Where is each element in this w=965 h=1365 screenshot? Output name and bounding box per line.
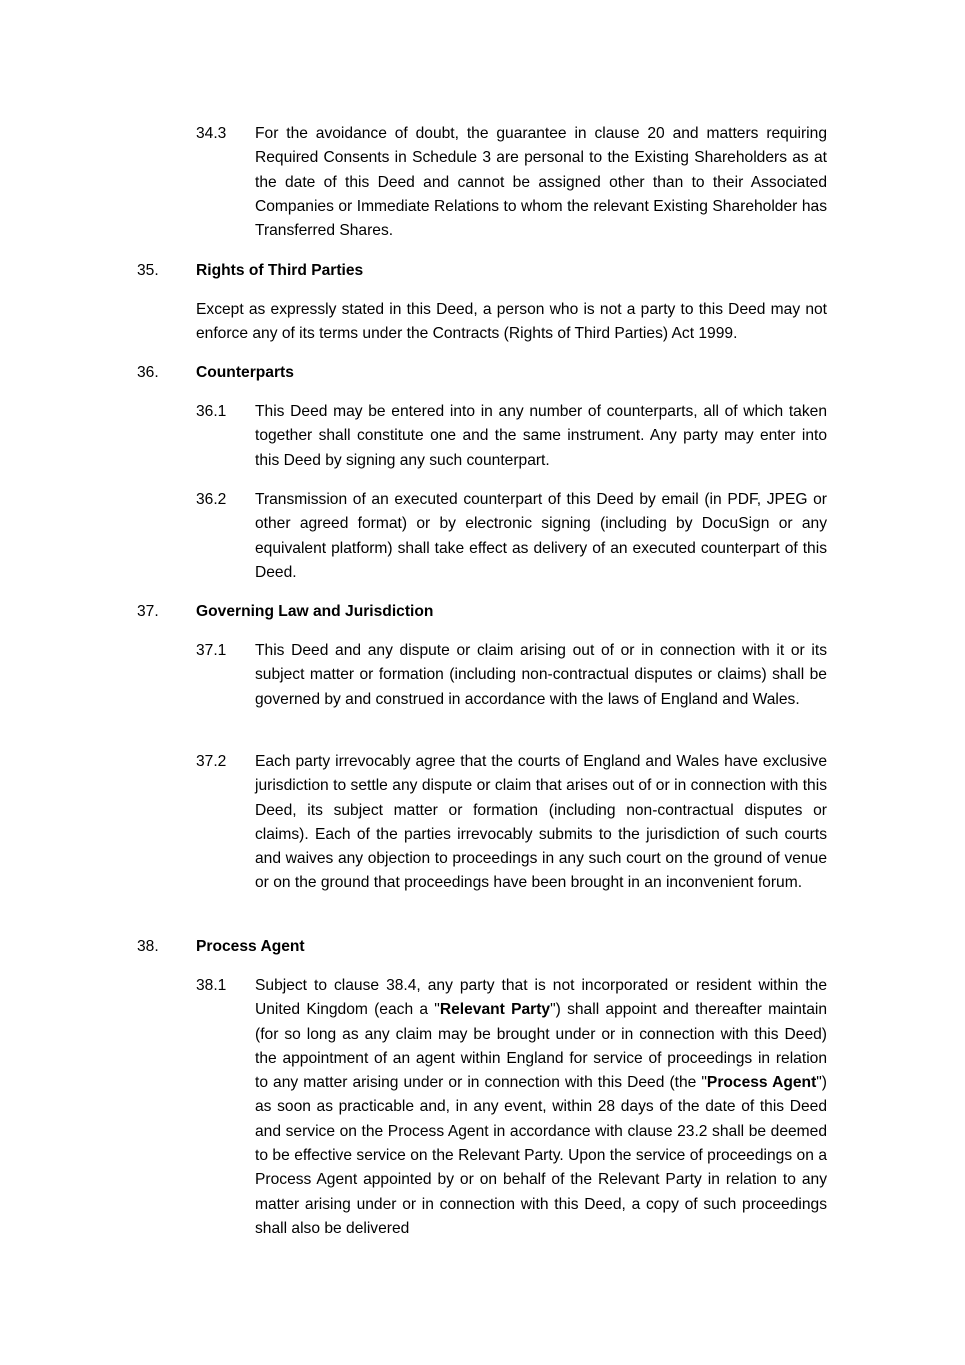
clause-36-number: 36. [137,364,159,381]
clause-35-text: Except as expressly stated in this Deed, a person who is not a party to this Deed may not enforce any of its terms under the Contracts (Rights of Third Parties) Act 1999. [196,301,827,343]
clause-37-2-number: 37.2 [196,753,227,770]
clause-38-number: 38. [137,938,159,955]
clause-35-number: 35. [137,262,159,279]
defined-term-relevant-party: Relevant Party [439,1001,551,1019]
clause-38-1-text-part-a: Subject to clause 38.4, any party that is not incorporated or resident within the United Kingdom (each a " [255,977,827,1019]
clause-36-1-text: This Deed may be entered into in any number of counterparts, all of which taken together shall constitute one and the same instrument. Any party may enter into this Deed by signing any such counterpart. [255,403,827,469]
clause-38-1-number: 38.1 [196,977,227,994]
clause-35-heading: Rights of Third Parties [196,262,364,279]
defined-term-process-agent: Process Agent [706,1074,817,1092]
clause-37-1-text: This Deed and any dispute or claim arising out of or in connection with it or its subject matter or formation (including non-contractual disputes or claims) shall be governed by and construed in accordance with the laws of England and Wales. [255,642,827,708]
clause-36-1-number: 36.1 [196,403,227,420]
clause-38-1-text [255,974,827,1241]
clause-34-3-number: 34.3 [196,125,227,142]
clause-37-number: 37. [137,603,159,620]
clause-38-1-text-part-b: ") shall appoint and thereafter maintain (for so long as any claim may be brought under or in connection with this Deed) the appointment of an agent within England for service of proceedings in relation to any matter arising under or in connection with this Deed (the " [255,1001,828,1092]
clause-37-heading: Governing Law and Jurisdiction [196,603,434,620]
clause-34-3-text: For the avoidance of doubt, the guarantee in clause 20 and matters requiring Required Consents in Schedule 3 are personal to the Existing Shareholders as at the date of this Deed and cannot be assigned other than to their Associated Companies or Immediate Relations to whom the relevant Existing Shareholder has Transferred Shares. [255,125,827,240]
clause-36-2-number: 36.2 [196,491,227,508]
clause-36-heading: Counterparts [196,364,294,381]
clause-36-2-text: Transmission of an executed counterpart of this Deed by email (in PDF, JPEG or other agreed format) or by electronic signing (including by DocuSign or any equivalent platform) shall take effect as delivery of an executed counterpart of this Deed. [255,491,827,581]
clause-37-1-number: 37.1 [196,642,227,659]
clause-38-heading: Process Agent [196,938,305,955]
clause-37-2-text: Each party irrevocably agree that the courts of England and Wales have exclusive jurisdiction to settle any dispute or claim that arises out of or in connection with this Deed, its subject matter or formation (including non-contractual disputes or claims). Each of the parties irrevocably submits to the jurisdiction of such courts and waives any objection to proceedings in any such court on the ground of venue or on the ground that proceedings have been brought in an inconvenient forum. [255,753,827,892]
clause-38-1-text-part-c: ") as soon as practicable and, in any event, within 28 days of the date of this Deed and service on the Process Agent in accordance with clause 23.2 shall be deemed to be effective service on the Relevant Party. Upon the service of proceedings on a Process Agent appointed by or on behalf of the Relevant Party in relation to any matter arising under or in connection with this Deed, a copy of such proceedings shall also be delivered [255,1074,827,1237]
